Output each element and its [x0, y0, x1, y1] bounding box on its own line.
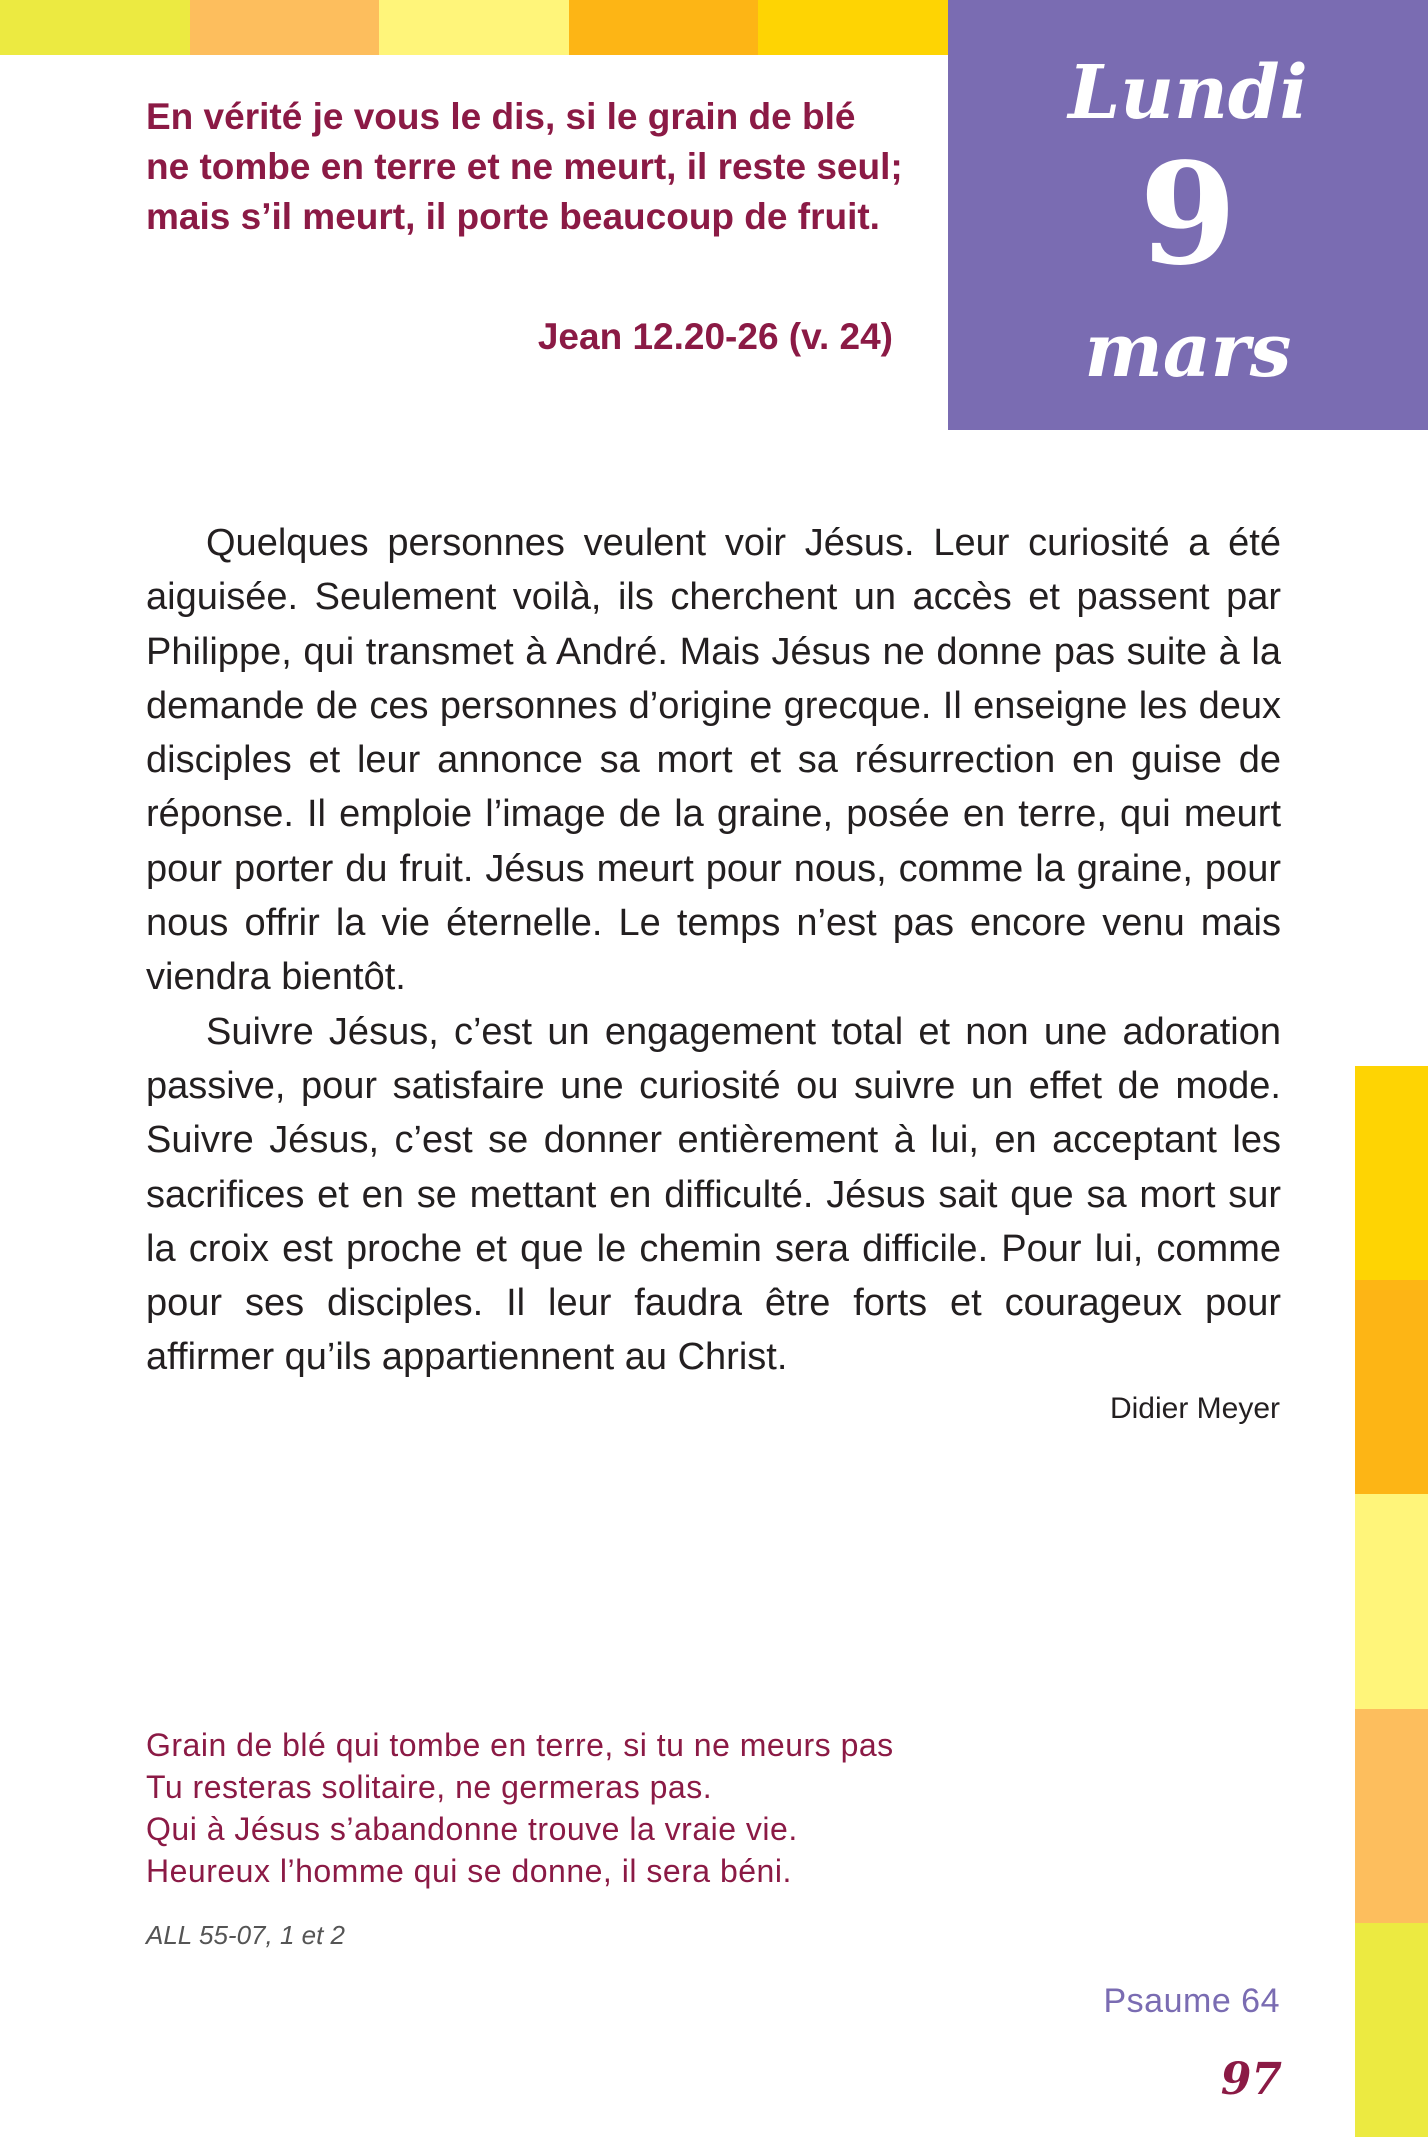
author-name: Didier Meyer	[1109, 1392, 1280, 1425]
color-block	[1355, 1066, 1428, 1280]
hymn-line: Tu resteras solitaire, ne germeras pas.	[146, 1769, 713, 1805]
color-block	[1355, 1494, 1428, 1708]
meditation-text	[146, 516, 1281, 1385]
hymn-verse	[146, 1724, 894, 1892]
color-block	[1355, 1280, 1428, 1494]
color-block	[758, 0, 948, 55]
color-block	[1355, 1923, 1428, 2137]
hymn-reference: ALL 55-07, 1 et 2	[146, 1920, 346, 1950]
color-block	[0, 0, 190, 55]
date-box	[948, 0, 1428, 430]
psalm-reference: Psaume 64	[1103, 1982, 1280, 2020]
paragraph: Suivre Jésus, c’est un engagement total et non une adoration passive, pour satisfaire une curiosité ou suivre un effet de mode. Suivre Jésus, c’est se donner entièrement à lui, en acceptant les sacrifices et en se mettant en difficulté. Jésus sait que sa mort sur la croix est proche et que le chemin sera difficile. Pour lui, comme pour ses disciples. Il leur faudra être forts et courageux pour affirmer qu’ils appartiennent au Christ.	[146, 1010, 1281, 1379]
color-block	[190, 0, 380, 55]
hymn-line: Heureux l’homme qui se donne, il sera béni.	[146, 1853, 792, 1889]
bible-verse: En vérité je vous le dis, si le grain de blé ne tombe en terre et ne meurt, il reste seul; mais s’il meurt, il porte beaucoup de fruit.	[146, 96, 903, 237]
page-number: 97	[1220, 2054, 1282, 2105]
hymn-line: Grain de blé qui tombe en terre, si tu ne meurs pas	[146, 1727, 894, 1763]
color-block	[569, 0, 759, 55]
verse-reference: Jean 12.20-26 (v. 24)	[537, 316, 893, 357]
color-block	[1355, 1709, 1428, 1923]
date-month: mars	[1084, 308, 1292, 394]
date-weekday: Lundi	[1068, 50, 1308, 136]
side-color-strip	[1355, 1066, 1428, 2137]
paragraph: Quelques personnes veulent voir Jésus. Leur curiosité a été aiguisée. Seulement voilà, ils cherchent un accès et passent par Philippe, qui transmet à André. Mais Jésus ne donne pas suite à la demande de ces personnes d’origine grecque. Il enseigne les deux disciples et leur annonce sa mort et sa résurrection en guise de réponse. Il emploie l’image de la graine, posée en terre, qui meurt pour porter du fruit. Jésus meurt pour nous, comme la graine, pour nous offrir la vie éternelle. Le temps n’est pas encore venu mais viendra bientôt.	[146, 522, 1281, 999]
date-day: 9	[1139, 133, 1237, 297]
hymn-line: Qui à Jésus s’abandonne trouve la vraie vie.	[146, 1811, 798, 1847]
top-color-strip	[0, 0, 948, 55]
color-block	[379, 0, 569, 55]
